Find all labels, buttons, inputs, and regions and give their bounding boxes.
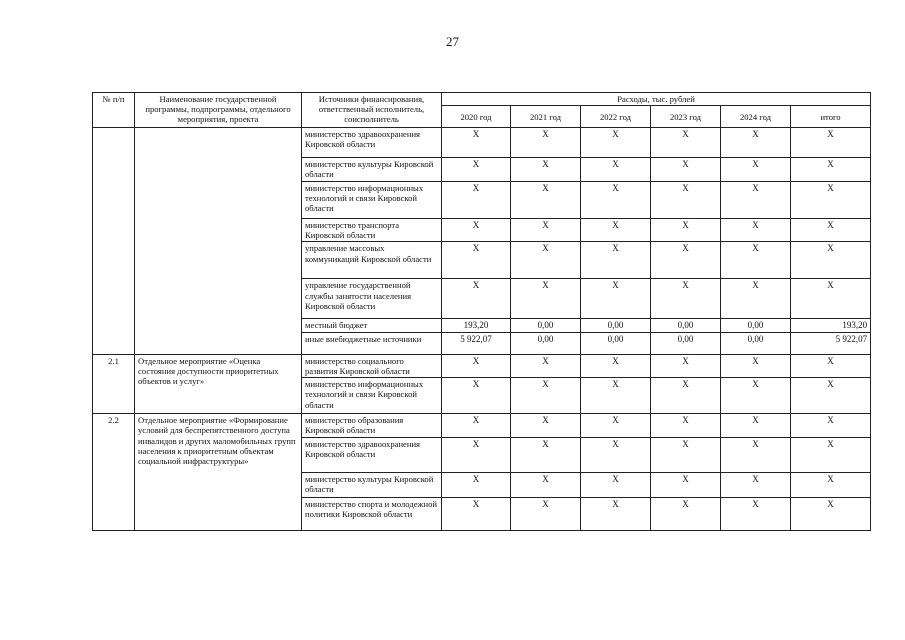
funding-source: иные внебюджетные источники xyxy=(302,333,442,355)
cross-mark: Х xyxy=(791,219,871,242)
funding-source: местный бюджет xyxy=(302,319,442,333)
cross-mark: Х xyxy=(651,355,721,378)
amount-value: 193,20 xyxy=(442,319,511,333)
amount-value: 0,00 xyxy=(581,319,651,333)
row-number: 2.2 xyxy=(93,414,135,530)
cross-mark: Х xyxy=(581,437,651,472)
amount-value: 0,00 xyxy=(511,333,581,355)
amount-value: 0,00 xyxy=(581,333,651,355)
cross-mark: Х xyxy=(721,219,791,242)
cross-mark: Х xyxy=(721,497,791,530)
header-name: Наименование государственной программы, подпрограммы, отдельного мероприятия, проекта xyxy=(135,93,302,128)
cross-mark: Х xyxy=(721,182,791,219)
cross-mark: Х xyxy=(721,242,791,279)
cross-mark: Х xyxy=(791,279,871,319)
page-number: 27 xyxy=(446,34,459,49)
table-row xyxy=(93,355,871,378)
table-row xyxy=(93,128,871,158)
cross-mark: Х xyxy=(651,182,721,219)
measure-name xyxy=(135,128,302,355)
cross-mark: Х xyxy=(511,437,581,472)
cross-mark: Х xyxy=(581,414,651,437)
cross-mark: Х xyxy=(721,378,791,414)
cross-mark: Х xyxy=(511,378,581,414)
cross-mark: Х xyxy=(721,158,791,182)
cross-mark: Х xyxy=(791,128,871,158)
cross-mark: Х xyxy=(721,472,791,497)
cross-mark: Х xyxy=(721,414,791,437)
cross-mark: Х xyxy=(442,414,511,437)
cross-mark: Х xyxy=(511,355,581,378)
cross-mark: Х xyxy=(442,182,511,219)
header-year-1: 2021 год xyxy=(511,106,581,128)
cross-mark: Х xyxy=(442,242,511,279)
header-year-2: 2022 год xyxy=(581,106,651,128)
cross-mark: Х xyxy=(791,355,871,378)
cross-mark: Х xyxy=(442,279,511,319)
funding-source: министерство культуры Кировской области xyxy=(302,472,442,497)
cross-mark: Х xyxy=(581,497,651,530)
amount-value: 5 922,07 xyxy=(791,333,871,355)
funding-source: министерство образования Кировской области xyxy=(302,414,442,437)
amount-value: 0,00 xyxy=(511,319,581,333)
funding-source: министерство культуры Кировской области xyxy=(302,158,442,182)
cross-mark: Х xyxy=(442,437,511,472)
cross-mark: Х xyxy=(791,472,871,497)
cross-mark: Х xyxy=(651,437,721,472)
cross-mark: Х xyxy=(651,414,721,437)
header-year-0: 2020 год xyxy=(442,106,511,128)
cross-mark: Х xyxy=(651,128,721,158)
cross-mark: Х xyxy=(511,242,581,279)
cross-mark: Х xyxy=(791,378,871,414)
funding-source: министерство социального развития Кировской области xyxy=(302,355,442,378)
cross-mark: Х xyxy=(581,472,651,497)
row-number xyxy=(93,128,135,355)
funding-source: управление массовых коммуникаций Кировской области xyxy=(302,242,442,279)
cross-mark: Х xyxy=(511,279,581,319)
cross-mark: Х xyxy=(651,472,721,497)
cross-mark: Х xyxy=(721,355,791,378)
cross-mark: Х xyxy=(442,128,511,158)
cross-mark: Х xyxy=(511,497,581,530)
cross-mark: Х xyxy=(581,182,651,219)
cross-mark: Х xyxy=(651,158,721,182)
cross-mark: Х xyxy=(651,378,721,414)
table-row xyxy=(93,414,871,437)
cross-mark: Х xyxy=(721,279,791,319)
cross-mark: Х xyxy=(721,437,791,472)
header-source: Источники финансирования, ответственный исполнитель, соисполнитель xyxy=(302,93,442,128)
amount-value: 0,00 xyxy=(721,333,791,355)
budget-table xyxy=(92,92,871,531)
cross-mark: Х xyxy=(581,128,651,158)
cross-mark: Х xyxy=(442,355,511,378)
funding-source: министерство здравоохранения Кировской области xyxy=(302,437,442,472)
amount-value: 0,00 xyxy=(651,333,721,355)
cross-mark: Х xyxy=(581,378,651,414)
cross-mark: Х xyxy=(791,497,871,530)
amount-value: 0,00 xyxy=(721,319,791,333)
cross-mark: Х xyxy=(791,158,871,182)
cross-mark: Х xyxy=(581,355,651,378)
cross-mark: Х xyxy=(581,158,651,182)
cross-mark: Х xyxy=(791,414,871,437)
amount-value: 0,00 xyxy=(651,319,721,333)
funding-source: министерство информационных технологий и связи Кировской области xyxy=(302,378,442,414)
cross-mark: Х xyxy=(442,219,511,242)
cross-mark: Х xyxy=(511,472,581,497)
cross-mark: Х xyxy=(581,219,651,242)
cross-mark: Х xyxy=(442,378,511,414)
header-year-3: 2023 год xyxy=(651,106,721,128)
cross-mark: Х xyxy=(581,279,651,319)
cross-mark: Х xyxy=(442,472,511,497)
cross-mark: Х xyxy=(511,182,581,219)
cross-mark: Х xyxy=(651,242,721,279)
cross-mark: Х xyxy=(651,219,721,242)
funding-source: министерство информационных технологий и связи Кировской области xyxy=(302,182,442,219)
measure-name: Отдельное мероприятие «Оценка состояния доступности приоритетных объектов и услуг» xyxy=(135,355,302,414)
cross-mark: Х xyxy=(511,219,581,242)
funding-source: министерство здравоохранения Кировской области xyxy=(302,128,442,158)
measure-name: Отдельное мероприятие «Формирование условий для беспрепятственного доступа инвалидов и других маломобильных групп населения к приоритетным объектам социальной инфраструктуры» xyxy=(135,414,302,530)
header-year-4: 2024 год xyxy=(721,106,791,128)
cross-mark: Х xyxy=(721,128,791,158)
cross-mark: Х xyxy=(791,437,871,472)
funding-source: министерство транспорта Кировской области xyxy=(302,219,442,242)
amount-value: 193,20 xyxy=(791,319,871,333)
header-expenses: Расходы, тыс. рублей xyxy=(442,93,871,106)
cross-mark: Х xyxy=(791,182,871,219)
funding-source: министерство спорта и молодежной политики Кировской области xyxy=(302,497,442,530)
cross-mark: Х xyxy=(651,497,721,530)
header-year-5: итого xyxy=(791,106,871,128)
header-number: № п/п xyxy=(93,93,135,128)
cross-mark: Х xyxy=(651,279,721,319)
cross-mark: Х xyxy=(791,242,871,279)
row-number: 2.1 xyxy=(93,355,135,414)
amount-value: 5 922,07 xyxy=(442,333,511,355)
cross-mark: Х xyxy=(511,414,581,437)
cross-mark: Х xyxy=(442,158,511,182)
cross-mark: Х xyxy=(442,497,511,530)
cross-mark: Х xyxy=(511,128,581,158)
cross-mark: Х xyxy=(511,158,581,182)
cross-mark: Х xyxy=(581,242,651,279)
funding-source: управление государственной службы занятости населения Кировской области xyxy=(302,279,442,319)
